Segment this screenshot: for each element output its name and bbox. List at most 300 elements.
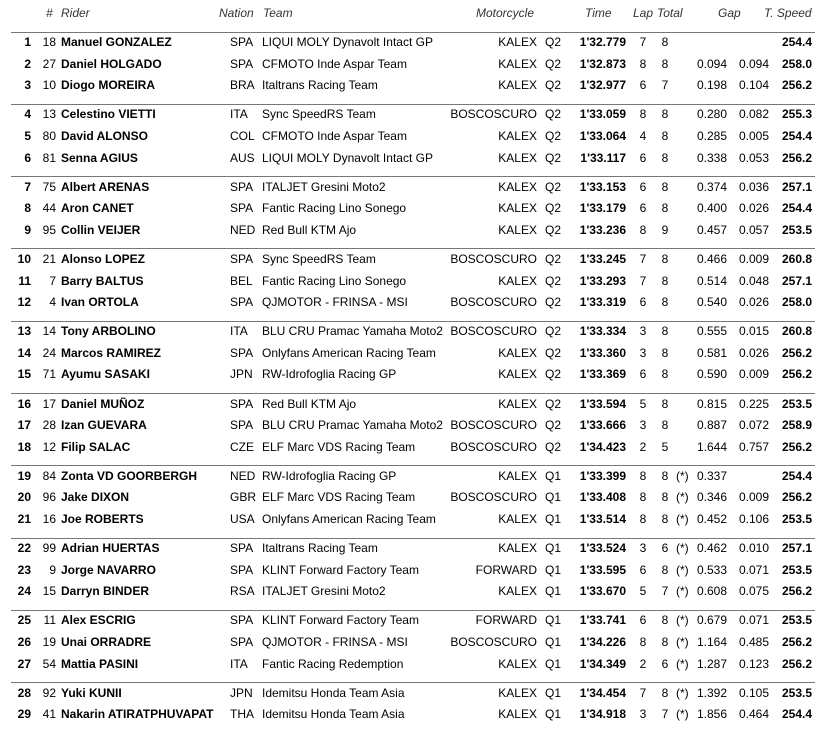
session: Q2 (545, 56, 562, 71)
gap-previous: 0.072 (738, 418, 769, 433)
lap-time: 1'34.423 (579, 439, 626, 454)
session: Q2 (545, 107, 562, 122)
table-row (0, 610, 827, 631)
nation-code: RSA (230, 584, 255, 599)
nation-code: SPA (230, 35, 254, 49)
motorcycle: BOSCOSCURO (450, 324, 537, 339)
position: 2 (24, 56, 31, 71)
top-speed: 260.8 (781, 251, 812, 266)
position: 20 (17, 490, 31, 505)
team-name: Fantic Racing Redemption (262, 656, 404, 671)
position: 27 (17, 656, 31, 671)
gap-first: 0.590 (696, 367, 727, 382)
table-row (0, 249, 827, 270)
rider-number: 84 (42, 468, 56, 483)
rider-name: Daniel HOLGADO (61, 56, 162, 71)
rider-name: Izan GUEVARA (61, 418, 147, 433)
q1-marker: (*) (676, 685, 689, 700)
total-laps: 7 (661, 584, 669, 599)
motorcycle: KALEX (498, 468, 537, 483)
rider-number: 21 (42, 251, 56, 266)
position: 19 (17, 468, 31, 483)
top-speed: 253.5 (781, 222, 812, 237)
table-row (0, 271, 827, 292)
top-speed: 255.3 (781, 107, 812, 122)
rider-name: Alonso LOPEZ (61, 251, 145, 266)
nation-code: USA (230, 512, 255, 526)
gap-previous: 0.026 (738, 295, 769, 310)
gap-first: 0.887 (696, 418, 727, 433)
q1-marker: (*) (676, 613, 689, 628)
q1-marker: (*) (676, 541, 689, 556)
gap-previous: 0.009 (738, 367, 769, 382)
gap-previous: 0.005 (738, 128, 769, 143)
position: 15 (17, 367, 31, 382)
nation-code: SPA (230, 201, 254, 216)
total-laps: 8 (661, 468, 669, 483)
rider-number: 11 (43, 613, 56, 628)
rider-number: 4 (49, 295, 56, 310)
gap-first: 0.374 (696, 179, 727, 194)
nation-code: SPA (230, 418, 254, 433)
gap-first: 1.164 (696, 635, 727, 649)
nation-code: NED (230, 222, 256, 237)
header-total: Total (657, 6, 683, 20)
rider-number: 95 (42, 222, 56, 237)
top-speed: 256.2 (781, 367, 812, 382)
gap-previous: 0.053 (738, 150, 769, 165)
nation-code: AUS (230, 150, 255, 165)
motorcycle: KALEX (498, 56, 537, 71)
best-lap: 3 (639, 345, 647, 360)
rider-number: 10 (42, 78, 56, 93)
total-laps: 6 (661, 656, 669, 671)
best-lap: 6 (639, 78, 647, 93)
best-lap: 3 (639, 418, 647, 433)
position: 5 (24, 128, 31, 143)
total-laps: 9 (661, 222, 669, 237)
table-row (0, 560, 827, 581)
rider-name: Yuki KUNII (61, 685, 122, 700)
gap-previous: 0.104 (738, 78, 769, 93)
gap-previous: 0.106 (738, 512, 769, 526)
position: 22 (17, 541, 31, 556)
motorcycle: KALEX (498, 128, 537, 143)
nation-code: SPA (230, 295, 254, 310)
position: 11 (18, 273, 31, 288)
gap-first: 0.457 (696, 222, 727, 237)
header-team: Team (263, 6, 293, 20)
table-row (0, 104, 827, 125)
team-name: Red Bull KTM Ajo (262, 222, 357, 237)
total-laps: 6 (661, 541, 669, 556)
rider-name: Manuel GONZALEZ (61, 35, 172, 49)
session: Q2 (545, 345, 562, 360)
rider-number: 71 (42, 367, 56, 382)
team-name: Idemitsu Honda Team Asia (262, 707, 405, 722)
rider-name: Marcos RAMIREZ (61, 345, 162, 360)
rider-number: 81 (42, 150, 56, 165)
motorcycle: KALEX (498, 201, 537, 216)
team-name: CFMOTO Inde Aspar Team (262, 56, 407, 71)
session: Q1 (545, 635, 562, 649)
team-name: ELF Marc VDS Racing Team (262, 439, 416, 454)
best-lap: 3 (639, 707, 647, 722)
lap-time: 1'33.369 (579, 367, 626, 382)
total-laps: 8 (661, 635, 669, 649)
motorcycle: KALEX (498, 512, 537, 526)
session: Q2 (545, 251, 562, 266)
motorcycle: KALEX (498, 367, 537, 382)
session: Q2 (545, 367, 562, 382)
rider-number: 28 (42, 418, 56, 433)
gap-previous: 0.105 (738, 685, 769, 700)
session: Q1 (545, 656, 562, 671)
nation-code: BEL (230, 273, 253, 288)
team-name: LIQUI MOLY Dynavolt Intact GP (262, 150, 433, 165)
position: 23 (17, 562, 31, 577)
motorcycle: KALEX (498, 273, 537, 288)
table-row (0, 509, 827, 530)
best-lap: 2 (639, 656, 647, 671)
table-row (0, 632, 827, 653)
gap-first: 0.581 (696, 345, 727, 360)
nation-code: JPN (230, 685, 253, 700)
nation-code: ITA (230, 107, 248, 122)
lap-time: 1'32.977 (579, 78, 626, 93)
top-speed: 254.4 (781, 128, 812, 143)
best-lap: 6 (639, 562, 647, 577)
gap-previous: 0.048 (738, 273, 769, 288)
best-lap: 4 (639, 128, 647, 143)
rider-number: 75 (42, 179, 56, 194)
session: Q2 (545, 179, 562, 194)
team-name: Onlyfans American Racing Team (262, 512, 436, 526)
lap-time: 1'33.524 (579, 541, 626, 556)
lap-time: 1'34.349 (579, 656, 626, 671)
nation-code: COL (230, 128, 255, 143)
session: Q2 (545, 418, 562, 433)
team-name: QJMOTOR - FRINSA - MSI (262, 635, 408, 649)
lap-time: 1'33.179 (579, 201, 626, 216)
total-laps: 7 (661, 78, 669, 93)
gap-previous: 0.010 (738, 541, 769, 556)
top-speed: 253.5 (781, 562, 812, 577)
lap-time: 1'33.360 (579, 345, 626, 360)
top-speed: 253.5 (781, 396, 812, 411)
total-laps: 8 (661, 251, 669, 266)
session: Q1 (545, 541, 562, 556)
rider-name: Nakarin ATIRATPHUVAPAT (61, 707, 214, 722)
lap-time: 1'33.334 (579, 324, 626, 339)
total-laps: 8 (661, 685, 669, 700)
session: Q1 (545, 490, 562, 505)
lap-time: 1'33.408 (579, 490, 626, 505)
table-row (0, 54, 827, 75)
total-laps: 8 (661, 367, 669, 382)
table-row (0, 415, 827, 436)
session: Q2 (545, 35, 562, 49)
motorcycle: BOSCOSCURO (450, 295, 537, 310)
rider-number: 16 (42, 512, 56, 526)
header-number: # (46, 6, 53, 20)
table-row (0, 321, 827, 342)
top-speed: 253.5 (781, 613, 812, 628)
rider-name: Adrian HUERTAS (61, 541, 160, 556)
team-name: BLU CRU Pramac Yamaha Moto2 (262, 324, 443, 339)
rider-name: Aron CANET (61, 201, 134, 216)
position: 3 (24, 78, 31, 93)
team-name: KLINT Forward Factory Team (262, 562, 419, 577)
gap-first: 0.540 (696, 295, 727, 310)
rider-number: 41 (42, 707, 56, 722)
gap-first: 0.679 (696, 613, 727, 628)
session: Q1 (545, 584, 562, 599)
rider-number: 18 (42, 35, 56, 49)
lap-time: 1'33.319 (579, 295, 626, 310)
gap-previous: 0.036 (738, 179, 769, 194)
lap-time: 1'34.226 (579, 635, 626, 649)
gap-first: 0.555 (696, 324, 727, 339)
position: 14 (17, 345, 31, 360)
session: Q1 (545, 613, 562, 628)
motorcycle: KALEX (498, 222, 537, 237)
rider-number: 80 (42, 128, 56, 143)
rider-number: 24 (42, 345, 56, 360)
team-name: Sync SpeedRS Team (262, 107, 376, 122)
q1-marker: (*) (676, 490, 689, 505)
best-lap: 3 (639, 324, 647, 339)
nation-code: NED (230, 468, 256, 483)
rider-name: Darryn BINDER (61, 584, 150, 599)
motorcycle: BOSCOSCURO (450, 439, 537, 454)
table-row (0, 364, 827, 385)
lap-time: 1'33.153 (579, 179, 626, 194)
table-row (0, 394, 827, 415)
gap-first: 0.462 (696, 541, 727, 556)
total-laps: 8 (661, 295, 669, 310)
rider-name: Tony ARBOLINO (61, 324, 156, 339)
gap-previous: 0.094 (738, 56, 769, 71)
total-laps: 5 (661, 439, 669, 454)
best-lap: 2 (639, 439, 647, 454)
total-laps: 8 (661, 179, 669, 194)
motorcycle: KALEX (498, 78, 537, 93)
top-speed: 258.0 (781, 56, 812, 71)
header-gap: Gap (718, 6, 741, 20)
nation-code: GBR (230, 490, 257, 505)
top-speed: 253.5 (781, 685, 812, 700)
q1-marker: (*) (676, 584, 689, 599)
nation-code: SPA (230, 251, 254, 266)
top-speed: 256.2 (781, 584, 812, 599)
rider-name: Jake DIXON (61, 490, 130, 505)
motorcycle: FORWARD (475, 562, 537, 577)
gap-first: 1.392 (696, 685, 727, 700)
team-name: Italtrans Racing Team (262, 541, 378, 556)
team-name: KLINT Forward Factory Team (262, 613, 419, 628)
position: 17 (17, 418, 31, 433)
motorcycle: BOSCOSCURO (450, 251, 537, 266)
team-name: LIQUI MOLY Dynavolt Intact GP (262, 35, 433, 49)
position: 7 (24, 179, 31, 194)
best-lap: 7 (639, 35, 647, 49)
table-row (0, 126, 827, 147)
team-name: Idemitsu Honda Team Asia (262, 685, 405, 700)
gap-first: 1.856 (696, 707, 727, 722)
rider-number: 54 (42, 656, 56, 671)
session: Q2 (545, 128, 562, 143)
rider-number: 96 (42, 490, 56, 505)
gap-first: 1.644 (696, 439, 727, 454)
lap-time: 1'33.064 (579, 128, 626, 143)
gap-previous: 0.082 (738, 107, 769, 122)
team-name: ELF Marc VDS Racing Team (262, 490, 416, 505)
nation-code: SPA (230, 562, 254, 577)
total-laps: 8 (661, 273, 669, 288)
best-lap: 6 (639, 295, 647, 310)
motorcycle: BOSCOSCURO (450, 418, 537, 433)
session: Q2 (545, 439, 562, 454)
rider-number: 9 (49, 562, 56, 577)
best-lap: 7 (639, 251, 647, 266)
rider-name: Celestino VIETTI (61, 107, 156, 122)
q1-marker: (*) (676, 562, 689, 577)
table-row (0, 437, 827, 458)
motorcycle: FORWARD (475, 613, 537, 628)
table-row (0, 32, 827, 53)
table-row (0, 75, 827, 96)
team-name: Sync SpeedRS Team (262, 251, 376, 266)
session: Q2 (545, 295, 562, 310)
total-laps: 7 (661, 707, 669, 722)
rider-name: Zonta VD GOORBERGH (61, 468, 198, 483)
lap-time: 1'33.059 (579, 107, 626, 122)
lap-time: 1'33.666 (579, 418, 626, 433)
lap-time: 1'32.873 (579, 56, 626, 71)
position: 18 (17, 439, 31, 454)
table-row (0, 292, 827, 313)
position: 9 (24, 222, 31, 237)
total-laps: 8 (661, 128, 669, 143)
team-name: ITALJET Gresini Moto2 (262, 179, 386, 194)
lap-time: 1'34.454 (579, 685, 626, 700)
nation-code: SPA (230, 541, 254, 556)
total-laps: 8 (661, 150, 669, 165)
rider-name: Joe ROBERTS (61, 512, 144, 526)
gap-first: 0.466 (696, 251, 727, 266)
q1-marker: (*) (676, 468, 689, 483)
header-lap: Lap (633, 6, 654, 20)
team-name: CFMOTO Inde Aspar Team (262, 128, 407, 143)
best-lap: 8 (639, 468, 647, 483)
top-speed: 257.1 (781, 179, 812, 194)
lap-time: 1'32.779 (579, 35, 626, 49)
top-speed: 256.2 (781, 345, 812, 360)
rider-number: 14 (42, 324, 56, 339)
header-motorcycle: Motorcycle (476, 6, 535, 20)
top-speed: 256.2 (781, 150, 812, 165)
q1-marker: (*) (676, 707, 689, 722)
gap-previous: 0.075 (738, 584, 769, 599)
rider-name: Jorge NAVARRO (61, 562, 156, 577)
table-row (0, 581, 827, 602)
position: 16 (17, 396, 31, 411)
gap-first: 0.198 (696, 78, 727, 93)
position: 25 (17, 613, 31, 628)
best-lap: 8 (639, 56, 647, 71)
total-laps: 8 (661, 345, 669, 360)
best-lap: 5 (639, 396, 647, 411)
rider-name: Diogo MOREIRA (61, 78, 155, 93)
session: Q2 (545, 222, 562, 237)
gap-previous: 0.757 (738, 439, 769, 454)
team-name: RW-Idrofoglia Racing GP (262, 468, 397, 483)
total-laps: 8 (661, 56, 669, 71)
gap-previous: 0.026 (738, 345, 769, 360)
position: 1 (24, 35, 31, 49)
rider-number: 17 (42, 396, 56, 411)
rider-number: 44 (42, 201, 56, 216)
gap-first: 0.346 (696, 490, 727, 505)
position: 4 (24, 107, 31, 122)
top-speed: 254.4 (781, 35, 812, 49)
total-laps: 8 (661, 107, 669, 122)
position: 13 (17, 324, 31, 339)
table-row (0, 466, 827, 487)
gap-first: 0.452 (696, 512, 727, 526)
top-speed: 254.4 (781, 707, 812, 722)
table-row (0, 148, 827, 169)
rider-name: Ayumu SASAKI (61, 367, 150, 382)
best-lap: 7 (639, 685, 647, 700)
motorcycle: KALEX (498, 345, 537, 360)
top-speed: 256.2 (781, 490, 812, 505)
team-name: Fantic Racing Lino Sonego (262, 273, 407, 288)
rider-name: Alex ESCRIG (61, 613, 136, 628)
gap-previous: 0.071 (738, 613, 769, 628)
session: Q2 (545, 78, 562, 93)
total-laps: 8 (661, 512, 669, 526)
gap-first: 0.280 (696, 107, 727, 122)
gap-previous: 0.071 (738, 562, 769, 577)
team-name: BLU CRU Pramac Yamaha Moto2 (262, 418, 443, 433)
nation-code: BRA (230, 78, 255, 93)
best-lap: 6 (639, 613, 647, 628)
lap-time: 1'33.595 (579, 562, 626, 577)
table-row (0, 220, 827, 241)
best-lap: 6 (639, 150, 647, 165)
nation-code: SPA (230, 56, 254, 71)
team-name: RW-Idrofoglia Racing GP (262, 367, 397, 382)
table-row (0, 538, 827, 559)
header-nation: Nation (219, 6, 254, 20)
gap-previous: 0.485 (738, 635, 769, 649)
position: 21 (17, 512, 31, 526)
session: Q1 (545, 562, 562, 577)
motorcycle: KALEX (498, 707, 537, 722)
position: 10 (17, 251, 31, 266)
rider-number: 12 (42, 439, 56, 454)
best-lap: 6 (639, 179, 647, 194)
best-lap: 8 (639, 107, 647, 122)
session: Q2 (545, 273, 562, 288)
total-laps: 8 (661, 562, 669, 577)
header-speed: T. Speed (764, 6, 812, 20)
rider-name: Daniel MUÑOZ (61, 396, 145, 411)
team-name: Italtrans Racing Team (262, 78, 378, 93)
rider-number: 99 (42, 541, 56, 556)
